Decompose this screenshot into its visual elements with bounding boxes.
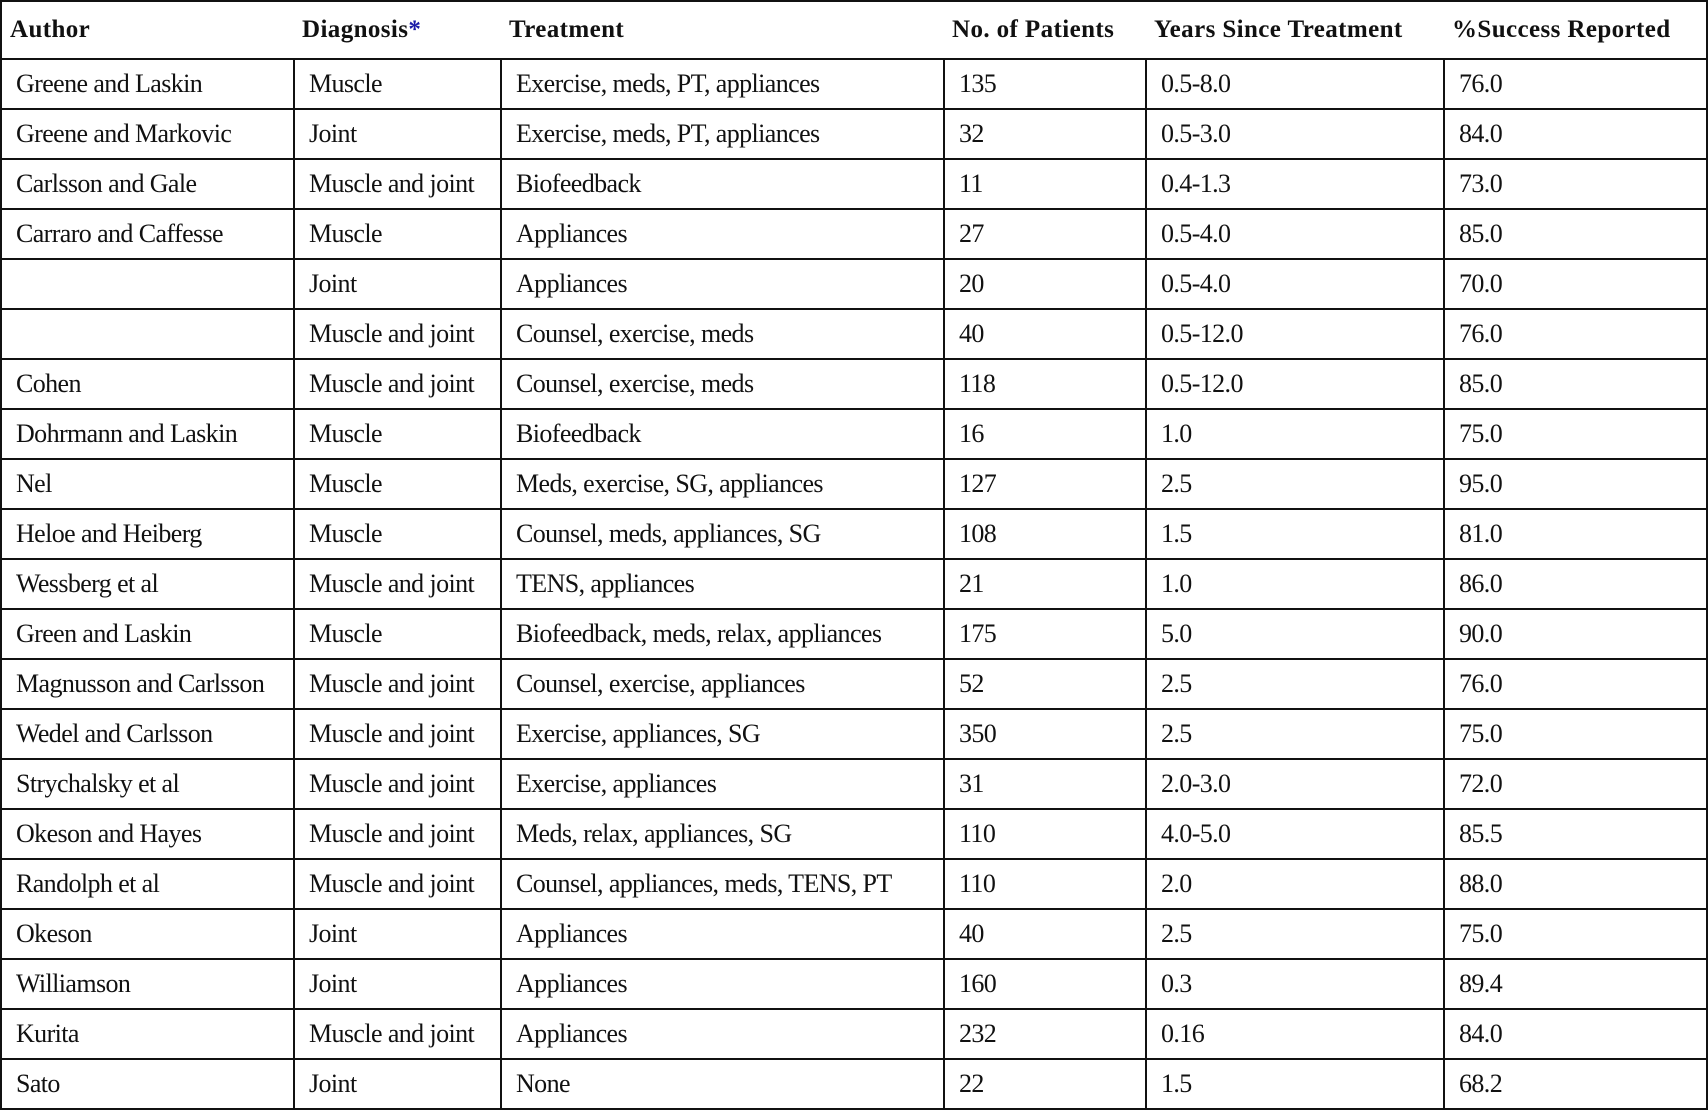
table-row	[1, 809, 1707, 859]
table-row	[1, 859, 1707, 909]
cell-author: Wedel and Carlsson	[1, 709, 294, 759]
cell-patients: 350	[944, 709, 1146, 759]
cell-patients: 127	[944, 459, 1146, 509]
cell-success: 75.0	[1444, 709, 1707, 759]
cell-years: 1.0	[1146, 409, 1444, 459]
cell-treatment: TENS, appliances	[501, 559, 944, 609]
cell-author: Sato	[1, 1059, 294, 1109]
cell-diagnosis: Joint	[294, 959, 501, 1009]
cell-patients: 160	[944, 959, 1146, 1009]
cell-patients: 11	[944, 159, 1146, 209]
cell-author: Cohen	[1, 359, 294, 409]
cell-diagnosis: Muscle and joint	[294, 309, 501, 359]
cell-success: 76.0	[1444, 59, 1707, 109]
table-row	[1, 259, 1707, 309]
table-row	[1, 1059, 1707, 1109]
table-row	[1, 709, 1707, 759]
cell-author: Okeson and Hayes	[1, 809, 294, 859]
header-patients: No. of Patients	[944, 1, 1146, 59]
cell-success: 76.0	[1444, 659, 1707, 709]
cell-treatment: Exercise, appliances, SG	[501, 709, 944, 759]
cell-diagnosis: Muscle and joint	[294, 359, 501, 409]
footnote-asterisk[interactable]: *	[408, 16, 422, 43]
cell-treatment: Biofeedback, meds, relax, appliances	[501, 609, 944, 659]
cell-treatment: Exercise, meds, PT, appliances	[501, 59, 944, 109]
table-row	[1, 509, 1707, 559]
cell-success: 73.0	[1444, 159, 1707, 209]
cell-years: 2.5	[1146, 459, 1444, 509]
cell-years: 0.5-8.0	[1146, 59, 1444, 109]
table-row	[1, 409, 1707, 459]
cell-years: 0.5-3.0	[1146, 109, 1444, 159]
cell-diagnosis: Muscle	[294, 509, 501, 559]
cell-treatment: Counsel, exercise, meds	[501, 309, 944, 359]
cell-patients: 21	[944, 559, 1146, 609]
cell-years: 0.5-4.0	[1146, 209, 1444, 259]
table-body	[1, 59, 1707, 1109]
cell-success: 95.0	[1444, 459, 1707, 509]
cell-patients: 232	[944, 1009, 1146, 1059]
header-years: Years Since Treatment	[1146, 1, 1444, 59]
table-row	[1, 909, 1707, 959]
cell-years: 1.0	[1146, 559, 1444, 609]
cell-patients: 118	[944, 359, 1146, 409]
header-success: %Success Reported	[1444, 1, 1707, 59]
cell-diagnosis: Muscle	[294, 459, 501, 509]
cell-author: Okeson	[1, 909, 294, 959]
cell-success: 84.0	[1444, 109, 1707, 159]
table-row	[1, 59, 1707, 109]
cell-treatment: Exercise, meds, PT, appliances	[501, 109, 944, 159]
cell-treatment: Appliances	[501, 959, 944, 1009]
cell-success: 72.0	[1444, 759, 1707, 809]
table-row	[1, 1009, 1707, 1059]
cell-treatment: Meds, relax, appliances, SG	[501, 809, 944, 859]
cell-diagnosis: Muscle and joint	[294, 809, 501, 859]
cell-years: 5.0	[1146, 609, 1444, 659]
cell-patients: 32	[944, 109, 1146, 159]
cell-diagnosis: Muscle	[294, 59, 501, 109]
cell-years: 0.5-12.0	[1146, 309, 1444, 359]
cell-years: 2.5	[1146, 659, 1444, 709]
table-row	[1, 959, 1707, 1009]
cell-patients: 135	[944, 59, 1146, 109]
cell-patients: 110	[944, 859, 1146, 909]
cell-treatment: Appliances	[501, 209, 944, 259]
cell-years: 0.16	[1146, 1009, 1444, 1059]
cell-author: Heloe and Heiberg	[1, 509, 294, 559]
cell-diagnosis: Muscle and joint	[294, 1009, 501, 1059]
cell-success: 89.4	[1444, 959, 1707, 1009]
cell-diagnosis: Muscle and joint	[294, 159, 501, 209]
cell-patients: 40	[944, 309, 1146, 359]
cell-author	[1, 309, 294, 359]
cell-years: 2.5	[1146, 709, 1444, 759]
cell-patients: 175	[944, 609, 1146, 659]
cell-treatment: Biofeedback	[501, 409, 944, 459]
cell-success: 68.2	[1444, 1059, 1707, 1109]
cell-author: Williamson	[1, 959, 294, 1009]
cell-diagnosis: Joint	[294, 109, 501, 159]
cell-years: 2.0	[1146, 859, 1444, 909]
cell-treatment: Appliances	[501, 909, 944, 959]
cell-diagnosis: Muscle and joint	[294, 559, 501, 609]
cell-years: 0.4-1.3	[1146, 159, 1444, 209]
cell-success: 85.0	[1444, 359, 1707, 409]
cell-author: Carlsson and Gale	[1, 159, 294, 209]
cell-patients: 31	[944, 759, 1146, 809]
header-author: Author	[1, 1, 294, 59]
table-row	[1, 459, 1707, 509]
cell-author: Dohrmann and Laskin	[1, 409, 294, 459]
cell-success: 75.0	[1444, 909, 1707, 959]
cell-author: Magnusson and Carlsson	[1, 659, 294, 709]
cell-patients: 40	[944, 909, 1146, 959]
cell-diagnosis: Muscle and joint	[294, 659, 501, 709]
cell-patients: 110	[944, 809, 1146, 859]
header-treatment: Treatment	[501, 1, 944, 59]
cell-patients: 108	[944, 509, 1146, 559]
cell-success: 85.0	[1444, 209, 1707, 259]
cell-patients: 16	[944, 409, 1146, 459]
cell-diagnosis: Muscle	[294, 609, 501, 659]
cell-author	[1, 259, 294, 309]
cell-treatment: Appliances	[501, 259, 944, 309]
cell-treatment: Counsel, exercise, appliances	[501, 659, 944, 709]
cell-success: 85.5	[1444, 809, 1707, 859]
table-row	[1, 609, 1707, 659]
cell-treatment: Counsel, meds, appliances, SG	[501, 509, 944, 559]
cell-author: Wessberg et al	[1, 559, 294, 609]
cell-diagnosis: Muscle	[294, 209, 501, 259]
cell-success: 76.0	[1444, 309, 1707, 359]
cell-patients: 52	[944, 659, 1146, 709]
cell-diagnosis: Muscle	[294, 409, 501, 459]
cell-years: 0.3	[1146, 959, 1444, 1009]
cell-diagnosis: Joint	[294, 1059, 501, 1109]
cell-patients: 20	[944, 259, 1146, 309]
cell-treatment: Appliances	[501, 1009, 944, 1059]
cell-author: Strychalsky et al	[1, 759, 294, 809]
cell-diagnosis: Joint	[294, 259, 501, 309]
header-row	[1, 1, 1707, 59]
cell-diagnosis: Joint	[294, 909, 501, 959]
cell-patients: 27	[944, 209, 1146, 259]
cell-author: Kurita	[1, 1009, 294, 1059]
cell-success: 88.0	[1444, 859, 1707, 909]
cell-treatment: Exercise, appliances	[501, 759, 944, 809]
cell-years: 0.5-4.0	[1146, 259, 1444, 309]
header-diagnosis	[294, 1, 501, 59]
cell-author: Green and Laskin	[1, 609, 294, 659]
table-row	[1, 209, 1707, 259]
table-row	[1, 309, 1707, 359]
table-row	[1, 359, 1707, 409]
cell-treatment: Biofeedback	[501, 159, 944, 209]
cell-success: 86.0	[1444, 559, 1707, 609]
cell-diagnosis: Muscle and joint	[294, 709, 501, 759]
table-row	[1, 659, 1707, 709]
table-row	[1, 559, 1707, 609]
cell-author: Randolph et al	[1, 859, 294, 909]
cell-treatment: Meds, exercise, SG, appliances	[501, 459, 944, 509]
cell-treatment: Counsel, exercise, meds	[501, 359, 944, 409]
cell-years: 2.0-3.0	[1146, 759, 1444, 809]
cell-years: 2.5	[1146, 909, 1444, 959]
cell-success: 70.0	[1444, 259, 1707, 309]
cell-author: Nel	[1, 459, 294, 509]
cell-treatment: None	[501, 1059, 944, 1109]
cell-author: Carraro and Caffesse	[1, 209, 294, 259]
cell-years: 4.0-5.0	[1146, 809, 1444, 859]
table-header	[1, 1, 1707, 59]
cell-years: 1.5	[1146, 1059, 1444, 1109]
cell-success: 81.0	[1444, 509, 1707, 559]
cell-success: 75.0	[1444, 409, 1707, 459]
header-diagnosis-label: Diagnosis	[302, 16, 409, 43]
cell-treatment: Counsel, appliances, meds, TENS, PT	[501, 859, 944, 909]
cell-years: 1.5	[1146, 509, 1444, 559]
cell-success: 84.0	[1444, 1009, 1707, 1059]
cell-years: 0.5-12.0	[1146, 359, 1444, 409]
cell-patients: 22	[944, 1059, 1146, 1109]
cell-author: Greene and Laskin	[1, 59, 294, 109]
cell-success: 90.0	[1444, 609, 1707, 659]
cell-author: Greene and Markovic	[1, 109, 294, 159]
table-row	[1, 759, 1707, 809]
table-row	[1, 109, 1707, 159]
table-row	[1, 159, 1707, 209]
cell-diagnosis: Muscle and joint	[294, 759, 501, 809]
cell-diagnosis: Muscle and joint	[294, 859, 501, 909]
